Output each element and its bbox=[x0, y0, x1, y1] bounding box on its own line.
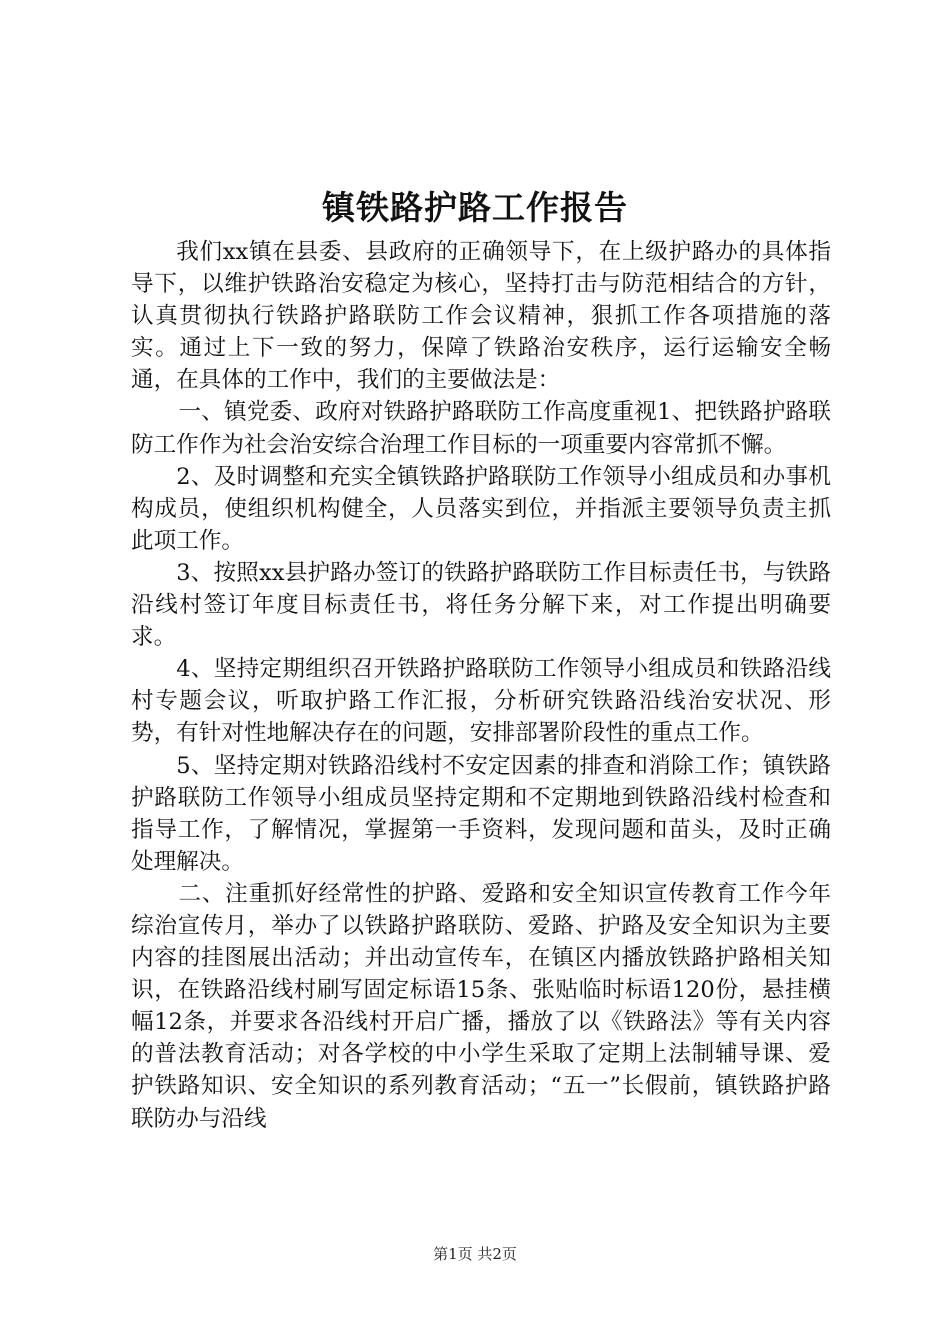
paragraph-item-5: 5、坚持定期对铁路沿线村不安定因素的排查和消除工作；镇铁路护路联防工作领导小组成员坚持定期和不定期地到铁路沿线村检查和指导工作，了解情况，掌握第一手资料，发现问题和苗头，及时正确处理解决。 bbox=[131, 752, 831, 875]
document-title: 镇铁路护路工作报告 bbox=[322, 188, 628, 227]
paragraph-item-2: 2、及时调整和充实全镇铁路护路联防工作领导小组成员和办事机构成员，使组织机构健全，人员落实到位，并指派主要领导负责主抓此项工作。 bbox=[131, 463, 831, 554]
paragraph-item-3: 3、按照xx县护路办签订的铁路护路联防工作目标责任书，与铁路沿线村签订年度目标责任书，将任务分解下来，对工作提出明确要求。 bbox=[131, 559, 831, 651]
paragraph-section-1: 一、镇党委、政府对铁路护路联防工作高度重视1、把铁路护路联防工作作为社会治安综合治理工作目标的一项重要内容常抓不懈。 bbox=[131, 399, 831, 458]
paragraph-item-4: 4、坚持定期组织召开铁路护路联防工作领导小组成员和铁路沿线村专题会议，听取护路工作汇报，分析研究铁路沿线治安状况、形势，有针对性地解决存在的问题，安排部署阶段性的重点工作。 bbox=[131, 656, 831, 747]
page-footer: 第1页 共2页 bbox=[433, 1245, 517, 1263]
paragraph-section-2: 二、注重抓好经常性的护路、爱路和安全知识宣传教育工作今年综治宣传月，举办了以铁路护路联防、爱路、护路及安全知识为主要内容的挂图展出活动；并出动宣传车，在镇区内播放铁路护路相关知识，在铁路沿线村刷写固定标语15条、张贴临时标语120份，悬挂横幅12条，并要求各沿线村开启广播，播放了以《铁路法》等有关内容的普法教育活动；对各学校的中小学生采取了定期上法制辅导课、爱护铁路知识、安全知识的系列教育活动；“五一”长假前，镇铁路护路联防办与沿线 bbox=[131, 880, 831, 1132]
paragraph-intro: 我们xx镇在县委、县政府的正确领导下，在上级护路办的具体指导下，以维护铁路治安稳定为核心，坚持打击与防范相结合的方针，认真贯彻执行铁路护路联防工作会议精神，狠抓工作各项措施的落实。通过上下一致的努力，保障了铁路治安秩序，运行运输安全畅通，在具体的工作中，我们的主要做法是： bbox=[131, 239, 831, 394]
document-body bbox=[131, 236, 831, 1135]
